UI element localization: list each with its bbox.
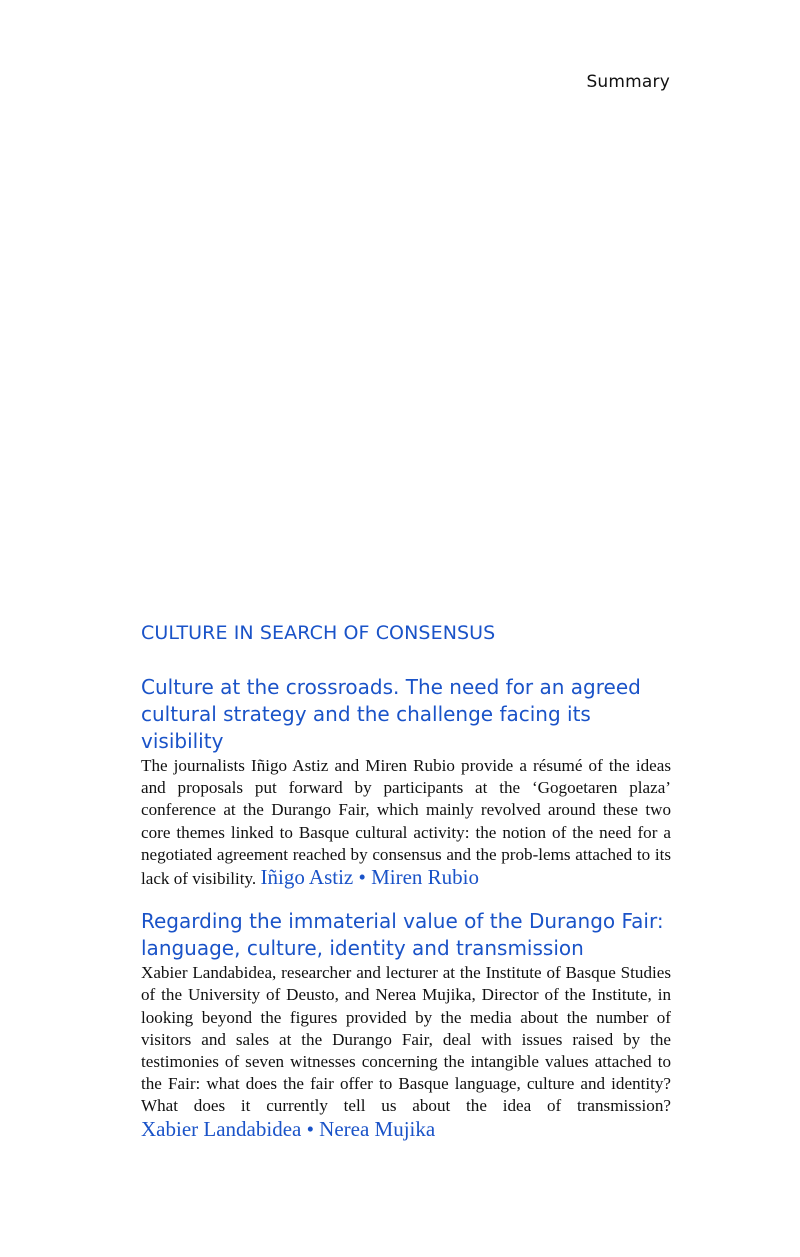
article-authors: Xabier Landabidea • Nerea Mujika [141, 1116, 436, 1141]
section-title: CULTURE IN SEARCH OF CONSENSUS [141, 622, 496, 644]
article-item [141, 674, 671, 890]
summary-content [141, 622, 671, 1160]
abstract-text: The journalists Iñigo Astiz and Miren Rubio provide a résumé of the ideas and proposals put forward by participants at the ‘Gogoetaren plaza’ conference at the Durango Fair, which mainly revolved around these two core themes linked to Basque cultural activity: the notion of the need for a negotiated agreement reached by consensus and the prob-lems attached to its lack of visibility. [141, 756, 671, 889]
article-title: Regarding the immaterial value of the Durango Fair: language, culture, identity and transmission [141, 909, 664, 961]
running-head-title: Summary [586, 72, 670, 92]
article-item [141, 908, 671, 1142]
abstract-text: Xabier Landabidea, researcher and lecturer at the Institute of Basque Studies of the University of Deusto, and Nerea Mujika, Director of the Institute, in looking beyond the figures provided by the media about the number of visitors and sales at the Durango Fair, deal with issues raised by the testimonies of seven witnesses concerning the intangible values attached to the Fair: what does the fair offer to Basque language, culture and identity? What does it currently tell us about the idea of transmission? [141, 963, 671, 1116]
article-abstract [141, 755, 671, 890]
article-abstract [141, 962, 671, 1142]
article-authors: Iñigo Astiz • Miren Rubio [260, 865, 480, 890]
article-title: Culture at the crossroads. The need for an agreed cultural strategy and the challenge facing its visibility [141, 675, 641, 753]
